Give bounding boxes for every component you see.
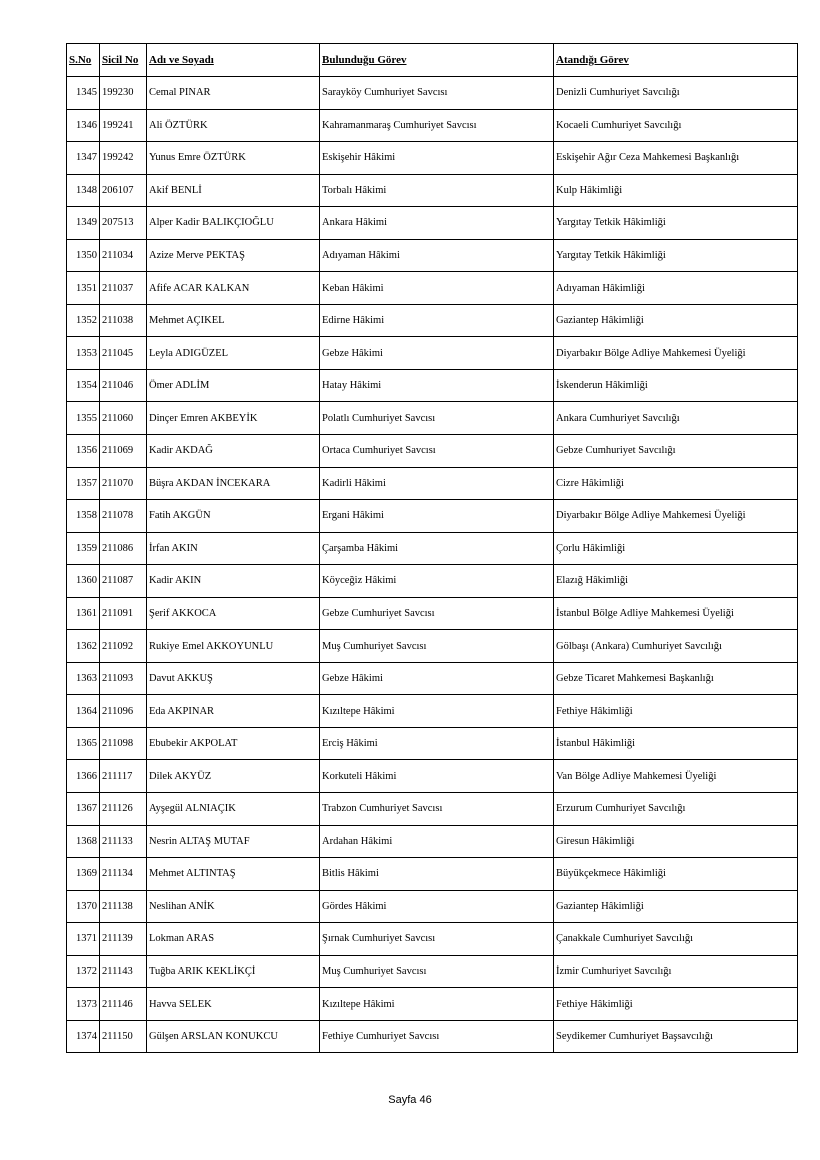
cell-sno: 1373 (67, 988, 100, 1021)
cell-name: Mehmet ALTINTAŞ (147, 858, 320, 891)
cell-sno: 1351 (67, 272, 100, 305)
cell-sicil: 211091 (100, 597, 147, 630)
cell-name: Afife ACAR KALKAN (147, 272, 320, 305)
table-row (67, 532, 798, 565)
cell-assigned-post: Fethiye Hâkimliği (554, 695, 798, 728)
cell-name: Tuğba ARIK KEKLİKÇİ (147, 955, 320, 988)
cell-sno: 1365 (67, 727, 100, 760)
cell-sicil: 206107 (100, 174, 147, 207)
cell-sno: 1372 (67, 955, 100, 988)
cell-sicil: 211146 (100, 988, 147, 1021)
cell-assigned-post: Fethiye Hâkimliği (554, 988, 798, 1021)
cell-assigned-post: Çorlu Hâkimliği (554, 532, 798, 565)
cell-name: Kadir AKIN (147, 565, 320, 598)
cell-current-post: Bitlis Hâkimi (320, 858, 554, 891)
cell-sno: 1374 (67, 1020, 100, 1053)
cell-current-post: Gebze Cumhuriyet Savcısı (320, 597, 554, 630)
cell-sicil: 211126 (100, 793, 147, 826)
cell-assigned-post: Gaziantep Hâkimliği (554, 304, 798, 337)
table-row (67, 174, 798, 207)
cell-assigned-post: Giresun Hâkimliği (554, 825, 798, 858)
cell-sno: 1358 (67, 500, 100, 533)
appointment-table (66, 43, 798, 1053)
cell-sno: 1362 (67, 630, 100, 663)
cell-name: Yunus Emre ÖZTÜRK (147, 142, 320, 175)
cell-name: Şerif AKKOCA (147, 597, 320, 630)
cell-current-post: Adıyaman Hâkimi (320, 239, 554, 272)
cell-name: Alper Kadir BALIKÇIOĞLU (147, 207, 320, 240)
cell-name: Mehmet AÇIKEL (147, 304, 320, 337)
cell-current-post: Sarayköy Cumhuriyet Savcısı (320, 77, 554, 110)
table-row (67, 304, 798, 337)
table-row (67, 337, 798, 370)
cell-sicil: 207513 (100, 207, 147, 240)
cell-current-post: Çarşamba Hâkimi (320, 532, 554, 565)
cell-sicil: 199230 (100, 77, 147, 110)
page-number: Sayfa 46 (388, 1094, 432, 1106)
cell-sicil: 211034 (100, 239, 147, 272)
table-row (67, 565, 798, 598)
header-assigned-post: Atandığı Görev (554, 44, 798, 77)
cell-name: Leyla ADIGÜZEL (147, 337, 320, 370)
table-row (67, 858, 798, 891)
table-row (67, 760, 798, 793)
cell-assigned-post: Diyarbakır Bölge Adliye Mahkemesi Üyeliği (554, 500, 798, 533)
cell-sicil: 211078 (100, 500, 147, 533)
cell-current-post: Edirne Hâkimi (320, 304, 554, 337)
header-sicil: Sicil No (100, 44, 147, 77)
cell-name: Ayşegül ALNIAÇIK (147, 793, 320, 826)
cell-assigned-post: Gebze Cumhuriyet Savcılığı (554, 435, 798, 468)
table-row (67, 435, 798, 468)
cell-sicil: 211133 (100, 825, 147, 858)
cell-sno: 1369 (67, 858, 100, 891)
cell-sno: 1354 (67, 369, 100, 402)
cell-sno: 1360 (67, 565, 100, 598)
table-row (67, 695, 798, 728)
cell-assigned-post: Kulp Hâkimliği (554, 174, 798, 207)
cell-current-post: Ortaca Cumhuriyet Savcısı (320, 435, 554, 468)
cell-sno: 1349 (67, 207, 100, 240)
table-row (67, 207, 798, 240)
cell-name: Ömer ADLİM (147, 369, 320, 402)
table-row (67, 239, 798, 272)
cell-current-post: Kadirli Hâkimi (320, 467, 554, 500)
cell-assigned-post: Büyükçekmece Hâkimliği (554, 858, 798, 891)
cell-sicil: 211096 (100, 695, 147, 728)
table-row (67, 1020, 798, 1053)
cell-assigned-post: Elazığ Hâkimliği (554, 565, 798, 598)
table-row (67, 988, 798, 1021)
cell-current-post: Torbalı Hâkimi (320, 174, 554, 207)
cell-name: Neslihan ANİK (147, 890, 320, 923)
cell-current-post: Korkuteli Hâkimi (320, 760, 554, 793)
cell-name: Rukiye Emel AKKOYUNLU (147, 630, 320, 663)
cell-current-post: Hatay Hâkimi (320, 369, 554, 402)
cell-assigned-post: Gölbaşı (Ankara) Cumhuriyet Savcılığı (554, 630, 798, 663)
cell-assigned-post: İstanbul Hâkimliği (554, 727, 798, 760)
cell-sicil: 211037 (100, 272, 147, 305)
cell-sicil: 211143 (100, 955, 147, 988)
cell-assigned-post: Gebze Ticaret Mahkemesi Başkanlığı (554, 662, 798, 695)
header-name: Adı ve Soyadı (147, 44, 320, 77)
cell-name: Dinçer Emren AKBEYİK (147, 402, 320, 435)
cell-name: Azize Merve PEKTAŞ (147, 239, 320, 272)
cell-assigned-post: Erzurum Cumhuriyet Savcılığı (554, 793, 798, 826)
cell-name: Fatih AKGÜN (147, 500, 320, 533)
cell-assigned-post: Eskişehir Ağır Ceza Mahkemesi Başkanlığı (554, 142, 798, 175)
cell-sicil: 211038 (100, 304, 147, 337)
cell-sicil: 211046 (100, 369, 147, 402)
cell-current-post: Kahramanmaraş Cumhuriyet Savcısı (320, 109, 554, 142)
cell-sno: 1352 (67, 304, 100, 337)
cell-current-post: Muş Cumhuriyet Savcısı (320, 955, 554, 988)
cell-current-post: Şırnak Cumhuriyet Savcısı (320, 923, 554, 956)
cell-sno: 1361 (67, 597, 100, 630)
cell-sicil: 211138 (100, 890, 147, 923)
table-row (67, 955, 798, 988)
table-row (67, 825, 798, 858)
cell-name: Kadir AKDAĞ (147, 435, 320, 468)
cell-assigned-post: Çanakkale Cumhuriyet Savcılığı (554, 923, 798, 956)
cell-sicil: 211093 (100, 662, 147, 695)
cell-current-post: Eskişehir Hâkimi (320, 142, 554, 175)
cell-sicil: 211150 (100, 1020, 147, 1053)
table-row (67, 500, 798, 533)
cell-sno: 1367 (67, 793, 100, 826)
cell-current-post: Muş Cumhuriyet Savcısı (320, 630, 554, 663)
table-row (67, 890, 798, 923)
table-row (67, 77, 798, 110)
cell-sno: 1345 (67, 77, 100, 110)
cell-name: Akif BENLİ (147, 174, 320, 207)
cell-assigned-post: Ankara Cumhuriyet Savcılığı (554, 402, 798, 435)
cell-name: Havva SELEK (147, 988, 320, 1021)
cell-sno: 1356 (67, 435, 100, 468)
cell-current-post: Ardahan Hâkimi (320, 825, 554, 858)
cell-assigned-post: Cizre Hâkimliği (554, 467, 798, 500)
table-row (67, 597, 798, 630)
cell-sno: 1359 (67, 532, 100, 565)
table-row (67, 467, 798, 500)
cell-assigned-post: Diyarbakır Bölge Adliye Mahkemesi Üyeliği (554, 337, 798, 370)
cell-name: İrfan AKIN (147, 532, 320, 565)
cell-current-post: Fethiye Cumhuriyet Savcısı (320, 1020, 554, 1053)
table-body (67, 77, 798, 1053)
cell-sicil: 211098 (100, 727, 147, 760)
table-row (67, 142, 798, 175)
cell-assigned-post: Yargıtay Tetkik Hâkimliği (554, 239, 798, 272)
cell-sicil: 199242 (100, 142, 147, 175)
cell-name: Lokman ARAS (147, 923, 320, 956)
table-row (67, 369, 798, 402)
cell-current-post: Trabzon Cumhuriyet Savcısı (320, 793, 554, 826)
cell-current-post: Gebze Hâkimi (320, 337, 554, 370)
cell-current-post: Kızıltepe Hâkimi (320, 695, 554, 728)
cell-sno: 1350 (67, 239, 100, 272)
table-row (67, 630, 798, 663)
cell-sno: 1347 (67, 142, 100, 175)
cell-sno: 1366 (67, 760, 100, 793)
table-row (67, 272, 798, 305)
cell-sicil: 211069 (100, 435, 147, 468)
cell-sicil: 211045 (100, 337, 147, 370)
cell-sno: 1355 (67, 402, 100, 435)
cell-current-post: Köyceğiz Hâkimi (320, 565, 554, 598)
table-header (67, 44, 798, 77)
cell-name: Nesrin ALTAŞ MUTAF (147, 825, 320, 858)
cell-name: Ebubekir AKPOLAT (147, 727, 320, 760)
cell-name: Davut AKKUŞ (147, 662, 320, 695)
cell-current-post: Gördes Hâkimi (320, 890, 554, 923)
cell-sicil: 199241 (100, 109, 147, 142)
cell-assigned-post: Adıyaman Hâkimliği (554, 272, 798, 305)
cell-assigned-post: Denizli Cumhuriyet Savcılığı (554, 77, 798, 110)
cell-sno: 1363 (67, 662, 100, 695)
cell-sno: 1353 (67, 337, 100, 370)
header-sno: S.No (67, 44, 100, 77)
table-row (67, 727, 798, 760)
cell-sicil: 211117 (100, 760, 147, 793)
cell-current-post: Ankara Hâkimi (320, 207, 554, 240)
cell-sno: 1364 (67, 695, 100, 728)
cell-sno: 1370 (67, 890, 100, 923)
cell-assigned-post: Gaziantep Hâkimliği (554, 890, 798, 923)
cell-assigned-post: Seydikemer Cumhuriyet Başsavcılığı (554, 1020, 798, 1053)
cell-assigned-post: İskenderun Hâkimliği (554, 369, 798, 402)
cell-current-post: Polatlı Cumhuriyet Savcısı (320, 402, 554, 435)
cell-assigned-post: Yargıtay Tetkik Hâkimliği (554, 207, 798, 240)
table-row (67, 662, 798, 695)
table-row (67, 923, 798, 956)
cell-sicil: 211070 (100, 467, 147, 500)
cell-name: Cemal PINAR (147, 77, 320, 110)
cell-current-post: Ergani Hâkimi (320, 500, 554, 533)
cell-sicil: 211087 (100, 565, 147, 598)
table-row (67, 793, 798, 826)
cell-assigned-post: Van Bölge Adliye Mahkemesi Üyeliği (554, 760, 798, 793)
cell-current-post: Keban Hâkimi (320, 272, 554, 305)
cell-name: Ali ÖZTÜRK (147, 109, 320, 142)
header-current-post: Bulunduğu Görev (320, 44, 554, 77)
cell-sno: 1346 (67, 109, 100, 142)
cell-sno: 1368 (67, 825, 100, 858)
cell-sicil: 211092 (100, 630, 147, 663)
cell-assigned-post: İstanbul Bölge Adliye Mahkemesi Üyeliği (554, 597, 798, 630)
cell-name: Dilek AKYÜZ (147, 760, 320, 793)
cell-sicil: 211086 (100, 532, 147, 565)
cell-sno: 1348 (67, 174, 100, 207)
header-row (67, 44, 798, 77)
cell-sno: 1371 (67, 923, 100, 956)
cell-assigned-post: Kocaeli Cumhuriyet Savcılığı (554, 109, 798, 142)
table-row (67, 402, 798, 435)
table-row (67, 109, 798, 142)
cell-name: Gülşen ARSLAN KONUKCU (147, 1020, 320, 1053)
cell-sicil: 211139 (100, 923, 147, 956)
cell-assigned-post: İzmir Cumhuriyet Savcılığı (554, 955, 798, 988)
cell-name: Büşra AKDAN İNCEKARA (147, 467, 320, 500)
cell-current-post: Erciş Hâkimi (320, 727, 554, 760)
cell-name: Eda AKPINAR (147, 695, 320, 728)
cell-sicil: 211134 (100, 858, 147, 891)
cell-sno: 1357 (67, 467, 100, 500)
cell-current-post: Gebze Hâkimi (320, 662, 554, 695)
cell-sicil: 211060 (100, 402, 147, 435)
cell-current-post: Kızıltepe Hâkimi (320, 988, 554, 1021)
